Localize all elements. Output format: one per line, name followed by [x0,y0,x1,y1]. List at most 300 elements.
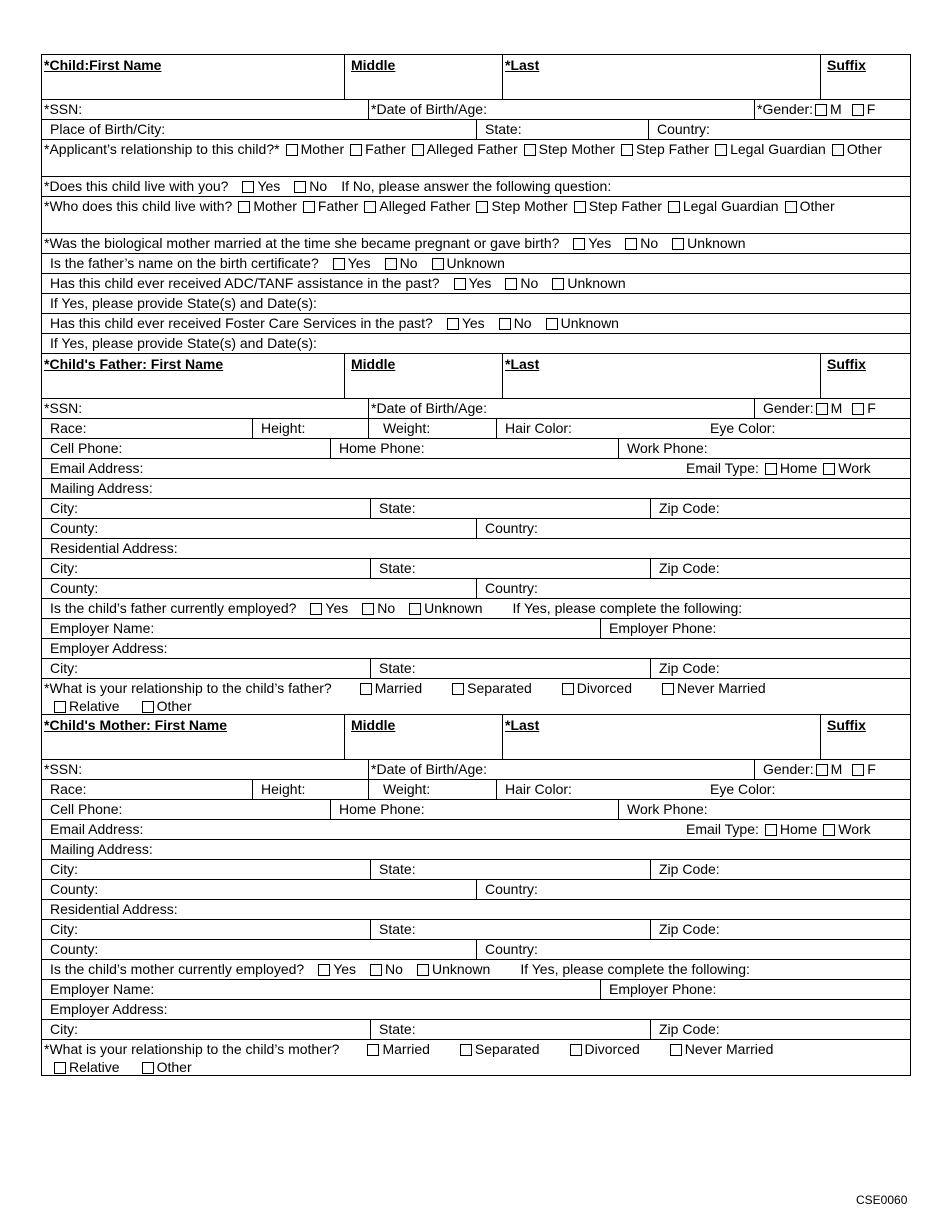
eye-label: Eye Color: [710,420,776,436]
father-employer-row [42,619,910,639]
tanf-unknown-checkbox[interactable] [552,278,564,290]
father-rel-separated-checkbox[interactable] [452,683,464,695]
mother-email-home-checkbox[interactable] [765,824,777,836]
option-label: Relative [69,1059,120,1075]
father-name-row [42,354,910,399]
who-father-checkbox[interactable] [303,201,315,213]
country-label: Country: [485,520,538,536]
father-employed-unknown-checkbox[interactable] [409,603,421,615]
father-mailing-county-field[interactable] [42,519,476,538]
email-home-label: Home [779,821,818,837]
who-step-father-checkbox[interactable] [574,201,586,213]
required-marker: * [44,141,50,157]
yes-label: Yes [333,961,357,977]
mother-mailing-county-field[interactable] [42,880,476,899]
mother-mailing-county-row [42,880,910,900]
child-last-name-field[interactable] [502,55,820,99]
county-label: County: [50,881,99,897]
yes-label: Yes [325,600,349,616]
married-question-label: Was the biological mother married at the time she became pregnant or gave birth? [49,235,560,251]
rel-step-father-checkbox[interactable] [621,144,633,156]
father-employer-name-field[interactable] [42,619,600,638]
mother-gender-f-checkbox[interactable] [852,764,864,776]
mother-res-county-field[interactable] [42,940,476,959]
mother-employed-row [42,960,910,980]
who-lives-with-question [42,197,910,215]
who-mother-checkbox[interactable] [238,201,250,213]
residential-label: Residential Address: [50,540,178,556]
father-relationship-question [42,679,910,715]
mother-rel-never-married-checkbox[interactable] [670,1044,682,1056]
required-marker: * [44,717,50,733]
mother-email-row [42,820,910,840]
height-label: Height: [261,781,306,797]
lives-with-you-row [42,177,910,197]
employed-question-label: Is the child’s mother currently employed? [50,961,305,977]
child-dob-field[interactable] [368,100,754,119]
employer-address-label: Employer Address: [50,1001,168,1017]
rel-mother-checkbox[interactable] [286,144,298,156]
race-label: Race: [50,420,87,436]
child-gender-m-checkbox[interactable] [815,104,827,116]
tanf-no-checkbox[interactable] [505,278,517,290]
city-label: City: [50,500,78,516]
father-mailing-county-row [42,519,910,539]
father-rel-other-checkbox[interactable] [142,701,154,713]
option-label: Other [156,698,192,714]
father-first-name-field[interactable] [42,354,344,398]
country-label: Country: [485,580,538,596]
mother-gender-m-checkbox[interactable] [816,764,828,776]
unknown-label: Unknown [424,600,483,616]
mother-phone-row [42,800,910,820]
state-label: State: [379,1021,416,1037]
mother-mailing-city-field[interactable] [42,860,370,879]
lives-question-label: Does this child live with you? [49,178,229,194]
option-label: Father [365,141,406,157]
father-rel-never-married-checkbox[interactable] [662,683,674,695]
gender-m-label: M [830,101,842,117]
child-gender-f-checkbox[interactable] [852,104,864,116]
mother-email-work-checkbox[interactable] [823,824,835,836]
father-email-work-checkbox[interactable] [823,463,835,475]
mother-mailing-state-field[interactable] [370,860,650,879]
mother-mailing-field[interactable] [42,840,910,859]
mother-res-zip-field[interactable] [650,920,910,939]
father-res-state-field[interactable] [370,559,650,578]
father-gender-f-checkbox[interactable] [852,403,864,415]
relationship-question-label: Applicant’s relationship to this child?* [49,141,280,157]
father-eye-field[interactable] [700,419,910,438]
father-mailing-country-field[interactable] [476,519,910,538]
email-type-label: Email Type: [686,460,759,476]
hair-label: Hair Color: [505,781,572,797]
foster-question [42,314,910,333]
rel-question-label: What is your relationship to the child’s mother? [49,1041,340,1057]
mother-employer-state-field[interactable] [370,1020,650,1039]
mother-employer-address-row [42,1000,910,1020]
mother-ssn-row [42,760,910,780]
rel-step-mother-checkbox[interactable] [524,144,536,156]
mother-employer-row [42,980,910,1000]
option-label: Step Father [588,198,662,214]
married-unknown-checkbox[interactable] [672,238,684,250]
mother-employer-address-field[interactable] [42,1000,910,1019]
father-email-home-checkbox[interactable] [765,463,777,475]
unknown-label: Unknown [446,255,505,271]
father-race-field[interactable] [42,419,252,438]
mother-res-state-field[interactable] [370,920,650,939]
father-res-county-row [42,579,910,599]
father-mailing-zip-field[interactable] [650,499,910,518]
father-employer-phone-field[interactable] [600,619,910,638]
father-mailing-city-row [42,499,910,519]
father-res-city-row [42,559,910,579]
email-label: Email Address: [50,460,144,476]
rel-other-checkbox[interactable] [832,144,844,156]
employed-question-label: Is the child’s father currently employed? [50,600,297,616]
father-height-field[interactable] [252,419,368,438]
option-label: Divorced [576,680,633,696]
employed-note: If Yes, please complete the following: [512,600,743,616]
mother-cell-field[interactable] [42,800,330,819]
city-label: City: [50,660,78,676]
tanf-yes-checkbox[interactable] [454,278,466,290]
mother-relationship-row [42,1040,910,1076]
who-question-label: Who does this child live with? [49,198,233,214]
residential-label: Residential Address: [50,901,178,917]
father-employer-state-field[interactable] [370,659,650,678]
father-dob-label: Date of Birth/Age: [376,400,487,416]
mother-res-city-field[interactable] [42,920,370,939]
father-dob-field[interactable] [368,399,754,418]
father-gender-field [754,399,910,418]
father-employed-row [42,599,910,619]
option-label: Mother [300,141,345,157]
option-label: Married [382,1041,430,1057]
option-label: Separated [474,1041,540,1057]
mother-ssn-field[interactable] [42,760,368,779]
father-middle-name-field[interactable] [344,354,502,398]
foster-no-checkbox[interactable] [499,318,511,330]
mother-weight-field[interactable] [368,780,496,799]
child-birth-state-field[interactable] [476,120,648,139]
father-rel-relative-checkbox[interactable] [54,701,66,713]
tanf-question-label: Has this child ever received ADC/TANF assistance in the past? [50,275,440,291]
father-mailing-field[interactable] [42,479,910,498]
mother-residential-field[interactable] [42,900,910,919]
mother-employer-name-field[interactable] [42,980,600,999]
country-label: Country: [485,881,538,897]
mother-gender-label: Gender: [763,761,814,777]
unknown-label: Unknown [567,275,626,291]
child-birth-city-field[interactable] [42,120,476,139]
father-res-country-field[interactable] [476,579,910,598]
cell-label: Cell Phone: [50,801,123,817]
who-step-mother-checkbox[interactable] [476,201,488,213]
mother-suffix-label: Suffix [827,717,866,733]
father-cell-field[interactable] [42,439,330,458]
mother-employed-no-checkbox[interactable] [370,964,382,976]
mother-height-field[interactable] [252,780,368,799]
city-label: City: [50,921,78,937]
mother-employed-question [42,960,910,979]
county-label: County: [50,941,99,957]
mother-email-field[interactable] [42,820,676,839]
father-gender-m-checkbox[interactable] [816,403,828,415]
rel-father-checkbox[interactable] [350,144,362,156]
married-yes-checkbox[interactable] [573,238,585,250]
mother-hair-field[interactable] [496,780,700,799]
mother-employer-city-field[interactable] [42,1020,370,1039]
eye-label: Eye Color: [710,781,776,797]
race-label: Race: [50,781,87,797]
required-marker: * [44,761,50,777]
mother-rel-other-checkbox[interactable] [142,1062,154,1074]
father-middle-label: Middle [351,356,396,372]
employer-phone-label: Employer Phone: [609,981,717,997]
email-home-label: Home [779,460,818,476]
mother-home-phone-field[interactable] [330,800,618,819]
father-residential-field[interactable] [42,539,910,558]
father-employed-no-checkbox[interactable] [362,603,374,615]
father-res-zip-field[interactable] [650,559,910,578]
no-label: No [513,315,532,331]
cert-no-checkbox[interactable] [385,258,397,270]
mother-dob-label: Date of Birth/Age: [376,761,487,777]
city-label: City: [50,560,78,576]
mother-race-field[interactable] [42,780,252,799]
child-first-name-field[interactable] [42,55,344,99]
mother-first-name-field[interactable] [42,715,344,759]
no-label: No [309,178,328,194]
option-label: Other [846,141,882,157]
gender-f-label: F [867,400,876,416]
rel-alleged-father-checkbox[interactable] [412,144,424,156]
father-last-label: Last [510,356,540,372]
zip-label: Zip Code: [659,660,720,676]
mother-dob-field[interactable] [368,760,754,779]
mother-ssn-label: SSN: [49,761,83,777]
father-mailing-row [42,479,910,499]
yes-label: Yes [257,178,281,194]
mother-married-row [42,234,910,254]
foster-followup-row [42,334,910,354]
zip-label: Zip Code: [659,500,720,516]
child-birth-country-field[interactable] [648,120,910,139]
cert-yes-checkbox[interactable] [333,258,345,270]
option-label: Mother [253,198,297,214]
required-marker: * [371,761,377,777]
father-physical-row [42,419,910,439]
city-label: City: [50,861,78,877]
mother-relationship-question [42,1040,910,1076]
child-birth-row [42,120,910,140]
child-first-name-label: Child:First Name [49,57,162,73]
father-gender-label: Gender: [763,400,814,416]
father-weight-field[interactable] [368,419,496,438]
home-phone-label: Home Phone: [339,801,425,817]
mother-employed-unknown-checkbox[interactable] [417,964,429,976]
mother-mailing-zip-field[interactable] [650,860,910,879]
father-suffix-field[interactable] [820,354,910,398]
option-label: Alleged Father [379,198,471,214]
father-hair-field[interactable] [496,419,700,438]
father-home-phone-field[interactable] [330,439,618,458]
required-marker: * [44,178,50,194]
mother-rel-married-checkbox[interactable] [367,1044,379,1056]
mother-rel-relative-checkbox[interactable] [54,1062,66,1074]
foster-followup-field[interactable] [42,334,910,353]
mother-gender-field [754,760,910,779]
mother-employer-phone-field[interactable] [600,980,910,999]
mother-eye-field[interactable] [700,780,910,799]
option-label: Divorced [584,1041,640,1057]
father-employer-city-row [42,659,910,679]
work-phone-label: Work Phone: [627,440,708,456]
mother-rel-divorced-checkbox[interactable] [570,1044,582,1056]
no-label: No [640,235,659,251]
foster-row [42,314,910,334]
father-res-city-field[interactable] [42,559,370,578]
father-employed-yes-checkbox[interactable] [310,603,322,615]
foster-unknown-checkbox[interactable] [546,318,558,330]
option-label: Other [799,198,835,214]
county-label: County: [50,580,99,596]
father-employer-address-field[interactable] [42,639,910,658]
rel-legal-guardian-checkbox[interactable] [715,144,727,156]
no-label: No [385,961,403,977]
father-mailing-city-field[interactable] [42,499,370,518]
city-label: City: [50,1021,78,1037]
required-marker: * [757,101,763,117]
mother-middle-name-field[interactable] [344,715,502,759]
father-res-county-field[interactable] [42,579,476,598]
father-suffix-label: Suffix [827,356,866,372]
foster-question-label: Has this child ever received Foster Care Services in the past? [50,315,433,331]
gender-m-label: M [830,761,843,777]
email-type-label: Email Type: [686,821,759,837]
married-no-checkbox[interactable] [625,238,637,250]
mother-res-city-row [42,920,910,940]
applicant-relationship-question [42,140,910,158]
mother-married-question [42,234,910,253]
required-marker: * [44,400,50,416]
child-name-row [42,55,910,100]
required-marker: * [44,1041,50,1057]
birth-city-label: Place of Birth/City: [50,121,166,137]
who-other-checkbox[interactable] [785,201,797,213]
zip-label: Zip Code: [659,861,720,877]
mother-mailing-country-field[interactable] [476,880,910,899]
required-marker: * [44,680,50,696]
child-ssn-field[interactable] [42,100,368,119]
required-marker: * [44,101,50,117]
mother-employed-yes-checkbox[interactable] [318,964,330,976]
mailing-label: Mailing Address: [50,480,153,496]
county-label: County: [50,520,99,536]
father-employer-city-field[interactable] [42,659,370,678]
state-label: State: [379,660,416,676]
lives-yes-checkbox[interactable] [242,181,254,193]
state-label: State: [379,921,416,937]
cert-unknown-checkbox[interactable] [432,258,444,270]
mother-last-label: Last [510,717,540,733]
option-label: Legal Guardian [730,141,826,157]
state-label: State: [379,861,416,877]
father-rel-married-checkbox[interactable] [360,683,372,695]
tanf-row [42,274,910,294]
option-label: Step Mother [491,198,568,214]
option-label: Father [317,198,359,214]
lives-no-checkbox[interactable] [294,181,306,193]
father-name-birth-cert-question [42,254,910,273]
foster-yes-checkbox[interactable] [447,318,459,330]
father-name-birth-cert-row [42,254,910,274]
mother-last-name-field[interactable] [502,715,820,759]
mother-res-country-field[interactable] [476,940,910,959]
father-mailing-state-field[interactable] [370,499,650,518]
option-label: Separated [467,680,532,696]
father-email-field[interactable] [42,459,676,478]
mother-first-name-label: Child's Mother: First Name [49,717,228,733]
father-first-name-label: Child's Father: First Name [49,356,224,372]
father-name-question-label: Is the father’s name on the birth certificate? [50,255,319,271]
child-ssn-row [42,100,910,120]
tanf-followup-field[interactable] [42,294,910,313]
father-ssn-row [42,399,910,419]
required-marker: * [44,198,50,214]
option-label: Alleged Father [426,141,518,157]
mother-suffix-field[interactable] [820,715,910,759]
child-suffix-field[interactable] [820,55,910,99]
required-marker: * [371,101,377,117]
required-marker: * [44,356,50,372]
father-ssn-field[interactable] [42,399,368,418]
mother-work-phone-field[interactable] [618,800,910,819]
height-label: Height: [261,420,306,436]
mother-rel-separated-checkbox[interactable] [460,1044,472,1056]
state-label: State: [379,500,416,516]
who-legal-guardian-checkbox[interactable] [668,201,680,213]
required-marker: * [44,57,50,73]
child-middle-name-field[interactable] [344,55,502,99]
father-last-name-field[interactable] [502,354,820,398]
mother-mailing-row [42,840,910,860]
father-relationship-row [42,679,910,715]
father-rel-divorced-checkbox[interactable] [562,683,574,695]
gender-m-label: M [830,400,843,416]
father-employer-zip-field[interactable] [650,659,910,678]
no-label: No [377,600,396,616]
father-ssn-label: SSN: [49,400,83,416]
who-alleged-father-checkbox[interactable] [364,201,376,213]
tanf-followup-label: If Yes, please provide State(s) and Date(s): [50,295,317,311]
unknown-label: Unknown [431,961,491,977]
tanf-followup-row [42,294,910,314]
father-work-phone-field[interactable] [618,439,910,458]
employer-name-label: Employer Name: [50,620,155,636]
option-label: Never Married [684,1041,774,1057]
lives-with-you-question [42,177,910,196]
child-ssn-label: SSN: [49,101,83,117]
mother-employer-zip-field[interactable] [650,1020,910,1039]
mother-middle-label: Middle [351,717,396,733]
child-gender-field [754,100,910,119]
zip-label: Zip Code: [659,560,720,576]
gender-f-label: F [866,101,876,117]
country-label: Country: [485,941,538,957]
